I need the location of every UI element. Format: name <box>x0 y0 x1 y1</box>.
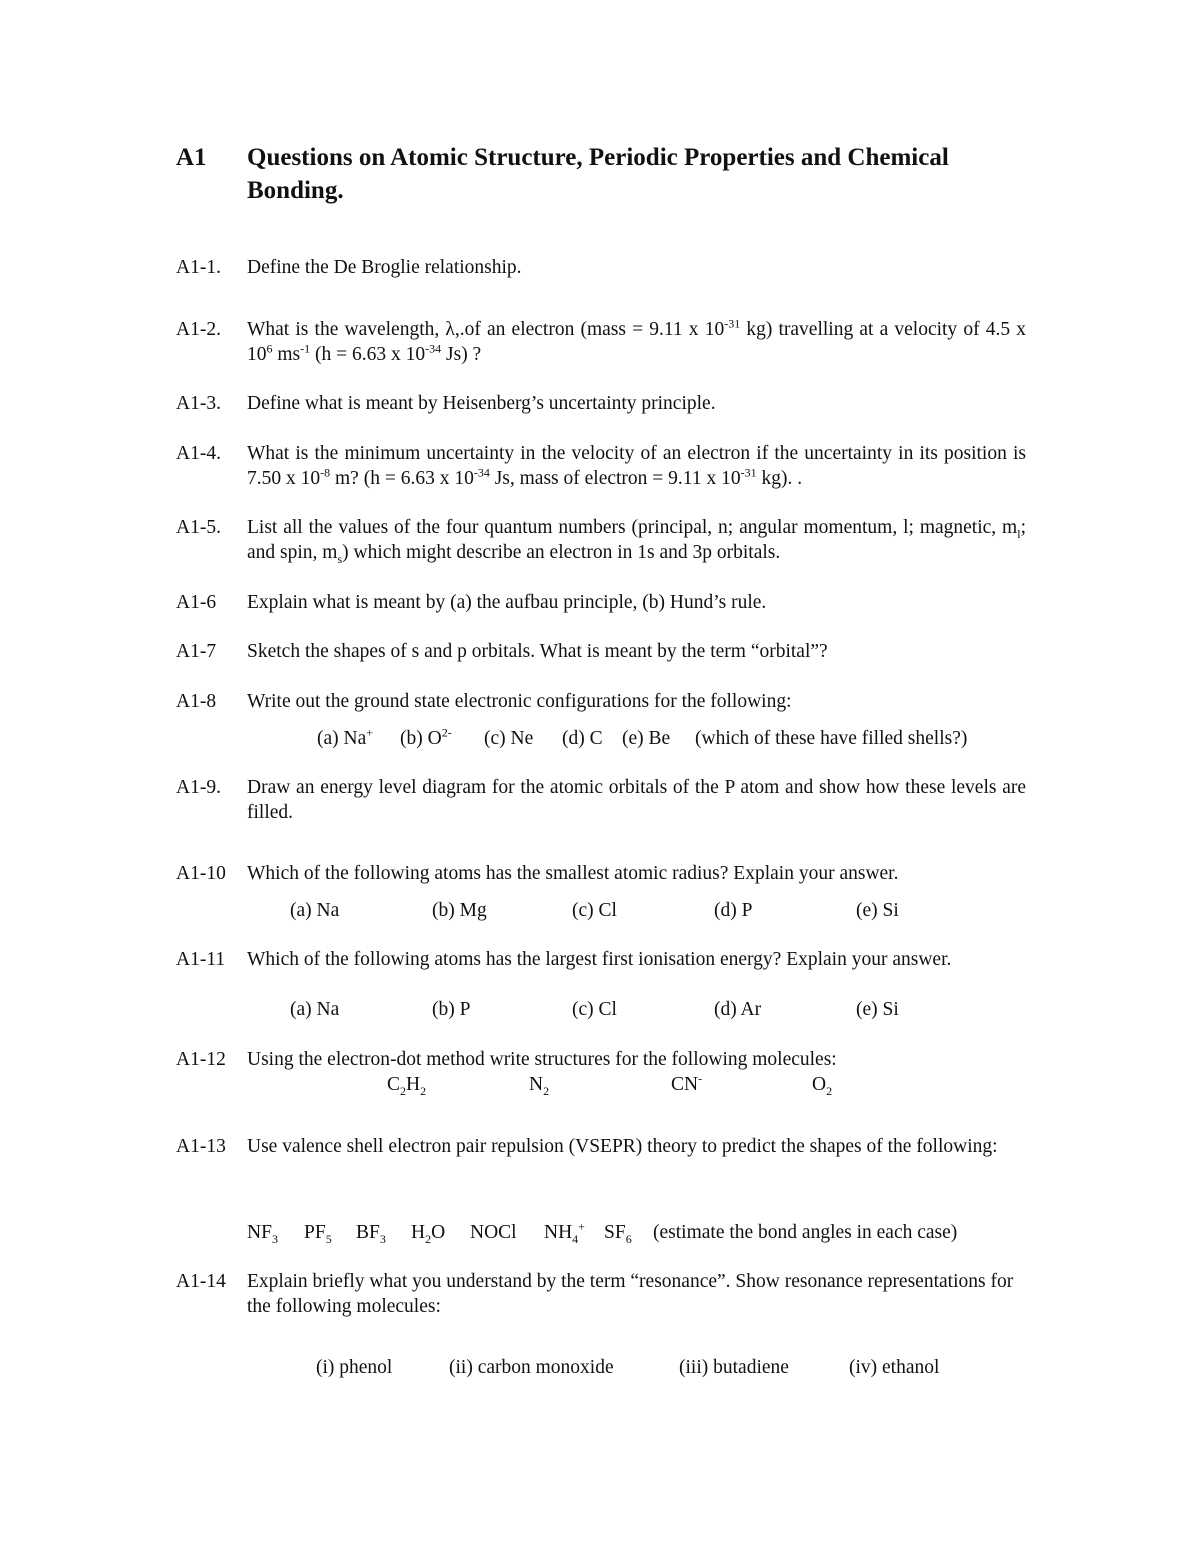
bond-angle-note: (estimate the bond angles in each case) <box>653 1222 958 1243</box>
option-iii: (iii) butadiene <box>679 1357 789 1378</box>
question-text: Explain what is meant by (a) the aufbau principle, (b) Hund’s rule. <box>247 592 767 613</box>
question-text: Write out the ground state electronic configurations for the following: <box>247 691 792 712</box>
question-a1-1 <box>176 255 1026 280</box>
question-number: A1-11 <box>176 949 226 970</box>
option-ii: (ii) carbon monoxide <box>449 1357 614 1378</box>
molecule-sf6: $SF_6$ <box>604 1222 632 1246</box>
question-number: A1-2. <box>176 319 221 340</box>
question-text: Sketch the shapes of s and p orbitals. What is meant by the term “orbital”? <box>247 641 828 662</box>
question-a1-4 <box>176 441 1026 491</box>
question-a1-2 <box>176 317 1026 367</box>
option-b: (b) Mg <box>432 900 487 921</box>
question-number: A1-4. <box>176 443 221 464</box>
question-a1-12 <box>176 1047 1026 1072</box>
question-a1-3 <box>176 391 1026 416</box>
question-a1-11 <box>176 947 1026 972</box>
molecule-bf3: $BF_3$ <box>356 1222 386 1246</box>
section-title: Questions on Atomic Structure, Periodic Properties and Chemical Bonding. <box>247 144 949 204</box>
question-number: A1-9. <box>176 777 221 798</box>
question-a1-13 <box>176 1134 1026 1159</box>
question-number: A1-1. <box>176 257 221 278</box>
question-text: What is the minimum uncertainty in the velocity of an electron if the uncertainty in its position is 7.50 x $10^{-8}$ m? (h = 6.63 x $10^{-34}$ Js, mass of electron = 9.11 x $10^{-31}$ kg). . <box>247 443 1026 489</box>
option-c: (c) Cl <box>572 999 617 1020</box>
question-text: Draw an energy level diagram for the atomic orbitals of the P atom and show how these levels are filled. <box>247 777 1026 823</box>
option-note: (which of these have filled shells?) <box>695 728 968 749</box>
question-number: A1-6 <box>176 592 217 613</box>
question-a1-6 <box>176 590 1026 615</box>
question-a1-10 <box>176 861 1026 886</box>
question-number: A1-8 <box>176 691 217 712</box>
molecule-n2: $N_2$ <box>529 1074 550 1098</box>
question-a1-14 <box>176 1269 1026 1319</box>
option-e: (e) Be <box>622 728 671 749</box>
question-a1-5 <box>176 515 1026 565</box>
question-a1-7 <box>176 639 1026 664</box>
option-a: (a) Na <box>290 900 340 921</box>
option-a: (a) Na <box>290 999 340 1020</box>
molecule-c2h2: $C_2H_2$ <box>387 1074 427 1098</box>
question-number: A1-5. <box>176 517 221 538</box>
question-number: A1-14 <box>176 1271 226 1292</box>
question-a1-8 <box>176 689 1026 714</box>
option-c: (c) Cl <box>572 900 617 921</box>
question-number: A1-12 <box>176 1049 226 1070</box>
option-a: (a) Na+ <box>317 725 374 749</box>
option-c: (c) Ne <box>484 728 534 749</box>
question-text: Which of the following atoms has the smallest atomic radius? Explain your answer. <box>247 863 899 884</box>
question-number: A1-10 <box>176 863 226 884</box>
molecule-nh4: $NH_4^+$ <box>544 1219 585 1246</box>
question-text: A1-14 Explain briefly what you understand by the term “resonance”. Show resonance representations for the following molecules: <box>176 1271 1014 1317</box>
molecule-o2: $O_2$ <box>812 1074 833 1098</box>
option-b: (b) P <box>432 999 471 1020</box>
molecule-nf3: $NF_3$ <box>247 1222 278 1246</box>
question-text: Using the electron-dot method write structures for the following molecules: <box>247 1049 837 1070</box>
option-iv: (iv) ethanol <box>849 1357 940 1378</box>
option-e: (e) Si <box>856 900 899 921</box>
question-text: A1-11 Which of the following atoms has the largest first ionisation energy? Explain your answer. <box>176 949 952 970</box>
question-text: A1-13 Use valence shell electron pair repulsion (VSEPR) theory to predict the shapes of the following: <box>176 1136 998 1157</box>
molecule-nocl: NOCl <box>470 1222 517 1243</box>
section-code: A1 <box>176 144 207 171</box>
question-number: A1-3. <box>176 393 221 414</box>
question-number: A1-13 <box>176 1136 226 1157</box>
question-text: Define what is meant by Heisenberg’s uncertainty principle. <box>247 393 716 414</box>
option-d: (d) Ar <box>714 999 762 1020</box>
molecule-h2o: $H_2O$ <box>411 1222 446 1246</box>
option-b: (b) $O^{2-}$ <box>400 725 452 749</box>
question-text: Define the De Broglie relationship. <box>247 257 522 278</box>
question-a1-9 <box>176 775 1026 825</box>
option-d: (d) P <box>714 900 753 921</box>
question-text: List all the values of the four quantum numbers (principal, n; angular momentum, l; magnetic, $m_l$; and spin, $m_s$) which might describe an electron in 1s and 3p orbitals. <box>247 517 1026 566</box>
option-d: (d) C <box>562 728 603 749</box>
molecule-pf5: $PF_5$ <box>304 1222 332 1246</box>
option-i: (i) phenol <box>316 1357 393 1378</box>
option-e: (e) Si <box>856 999 899 1020</box>
molecule-cn: CN- <box>671 1071 703 1095</box>
question-number: A1-7 <box>176 641 217 662</box>
question-text: What is the wavelength, λ,.of an electron (mass = 9.11 x $10^{-31}$ kg) travelling at a velocity of 4.5 x $10^6$ $ms^{-1}$ (h = 6.63 x $10^{-34}$ Js) ? <box>247 316 1026 365</box>
